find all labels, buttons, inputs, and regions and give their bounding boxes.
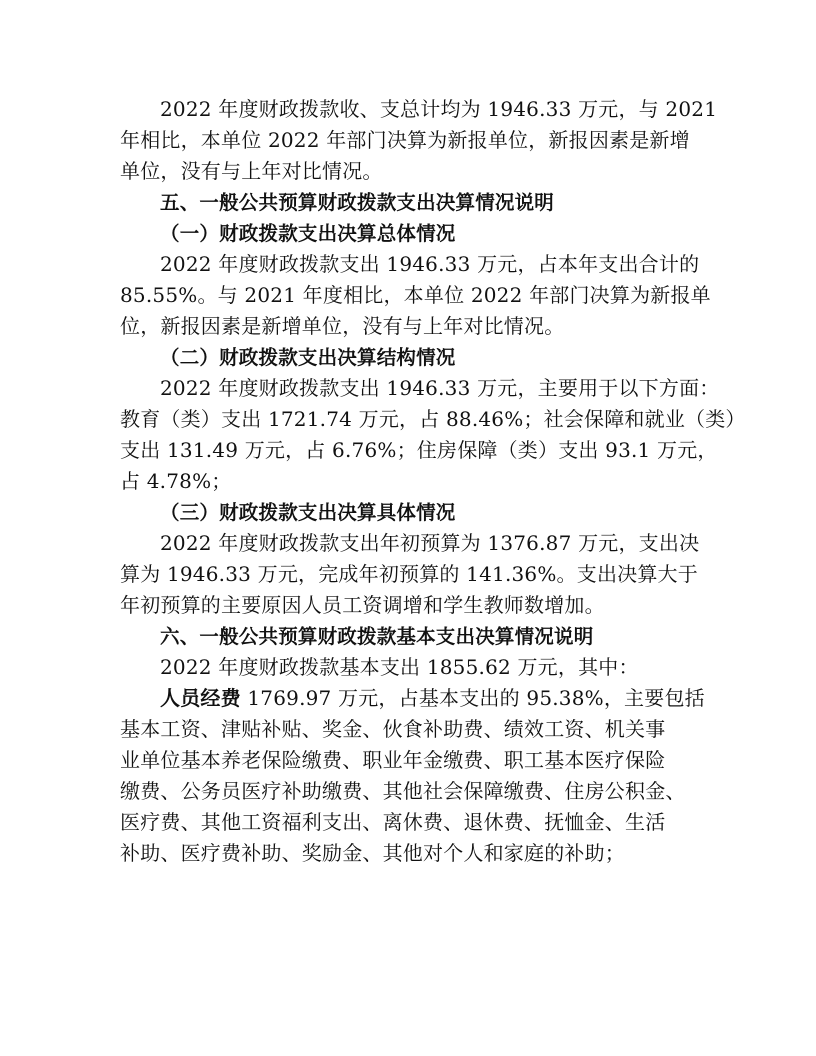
text-line: 支出 131.49 万元，占 6.76%；住房保障（类）支出 93.1 万元， [120,438,718,462]
text-line: 年相比，本单位 2022 年部门决算为新报单位，新报因素是新增 [120,128,690,152]
paragraph-structure [120,373,746,497]
paragraph-total-income-expense [120,94,718,187]
text-line: 医疗费、其他工资福利支出、离休费、退休费、抚恤金、生活 [120,810,666,834]
subsection-overall-heading: （一）财政拨款支出决算总体情况 [160,222,456,245]
text-line: 教育（类）支出 1721.74 万元，占 88.46%；社会保障和就业（类） [120,407,746,431]
text-line: 缴费、公务员医疗补助缴费、其他社会保障缴费、住房公积金、 [120,779,686,803]
subsection-detail-heading: （三）财政拨款支出决算具体情况 [160,501,456,524]
text-line: 业单位基本养老保险缴费、职业年金缴费、职工基本医疗保险 [120,748,666,772]
text-line: 占 4.78%； [120,469,232,493]
paragraph-personnel-expense [120,683,705,869]
section-six-heading: 六、一般公共预算财政拨款基本支出决算情况说明 [160,625,594,648]
text-line: 2022 年度财政拨款支出 1946.33 万元，主要用于以下方面： [160,376,720,400]
paragraph-detail [120,528,698,621]
text-line: 2022 年度财政拨款收、支总计均为 1946.33 万元，与 2021 [160,97,718,121]
paragraph-overall [120,249,711,342]
personnel-expense-label: 人员经费 [160,686,241,710]
text-line: 单位，没有与上年对比情况。 [120,159,383,183]
text-line: 位，新报因素是新增单位，没有与上年对比情况。 [120,314,565,338]
personnel-expense-text: 1769.97 万元，占基本支出的 95.38%，主要包括 [240,686,705,710]
text-line: 补助、医疗费补助、奖励金、其他对个人和家庭的补助； [120,841,625,865]
subsection-structure-heading: （二）财政拨款支出决算结构情况 [160,346,456,369]
text-line: 2022 年度财政拨款支出 1946.33 万元，占本年支出合计的 [160,252,700,276]
basic-expense-intro: 2022 年度财政拨款基本支出 1855.62 万元，其中： [160,655,639,679]
document-page [120,94,746,869]
text-line: 算为 1946.33 万元，完成年初预算的 141.36%。支出决算大于 [120,562,698,586]
text-line: 85.55%。与 2021 年度相比，本单位 2022 年部门决算为新报单 [120,283,711,307]
text-line: 2022 年度财政拨款支出年初预算为 1376.87 万元，支出决 [160,531,700,555]
text-line: 年初预算的主要原因人员工资调增和学生教师数增加。 [120,593,605,617]
text-line [120,683,705,714]
section-five-heading: 五、一般公共预算财政拨款支出决算情况说明 [160,191,555,214]
text-line: 基本工资、津贴补贴、奖金、伙食补助费、绩效工资、机关事 [120,717,666,741]
